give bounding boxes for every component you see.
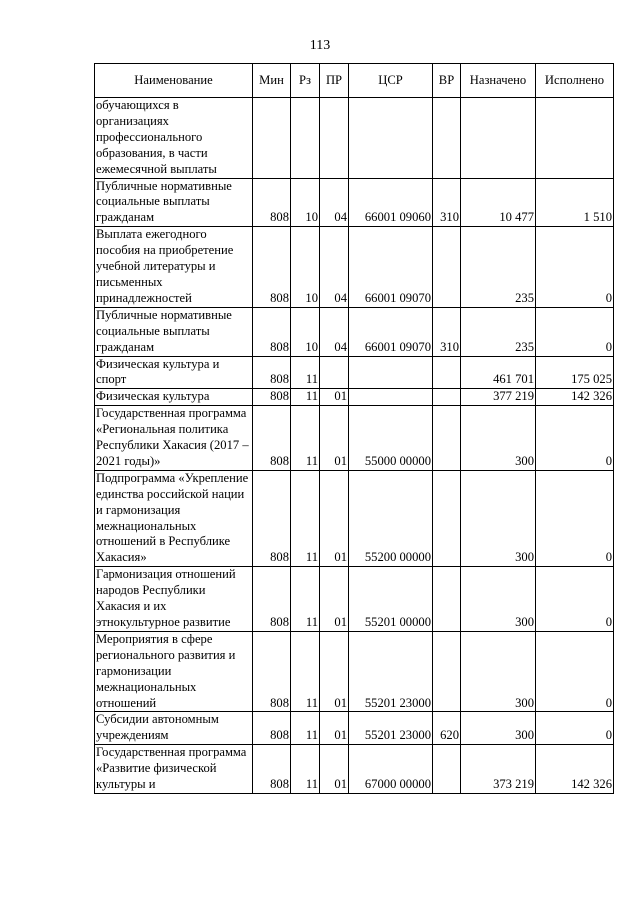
budget-execution-table [94, 63, 614, 794]
row-rz: 10 [291, 227, 320, 308]
table-row [95, 470, 614, 566]
row-assigned: 300 [461, 567, 536, 632]
row-name: Государственная программа «Развитие физической культуры и [95, 745, 253, 794]
row-executed: 0 [536, 712, 614, 745]
row-pr: 01 [320, 567, 349, 632]
row-min: 808 [253, 631, 291, 712]
row-executed: 142 326 [536, 745, 614, 794]
row-csr: 66001 09070 [349, 227, 433, 308]
row-csr: 55201 00000 [349, 567, 433, 632]
row-assigned: 300 [461, 470, 536, 566]
row-csr: 55200 00000 [349, 470, 433, 566]
row-executed [536, 98, 614, 179]
row-executed: 0 [536, 470, 614, 566]
row-csr [349, 356, 433, 389]
row-min: 808 [253, 307, 291, 356]
row-pr: 01 [320, 406, 349, 471]
row-rz: 11 [291, 712, 320, 745]
row-name: Физическая культура и спорт [95, 356, 253, 389]
row-min: 808 [253, 178, 291, 227]
row-vr [433, 470, 461, 566]
row-pr [320, 98, 349, 179]
row-pr [320, 356, 349, 389]
row-rz: 11 [291, 745, 320, 794]
row-executed: 0 [536, 406, 614, 471]
header-vr: ВР [433, 64, 461, 98]
row-vr [433, 745, 461, 794]
row-pr: 01 [320, 470, 349, 566]
row-pr: 01 [320, 631, 349, 712]
table-row [95, 389, 614, 406]
row-name: Выплата ежегодного пособия на приобретение учебной литературы и письменных принадлежностей [95, 227, 253, 308]
row-min: 808 [253, 227, 291, 308]
table-row [95, 98, 614, 179]
row-csr: 55201 23000 [349, 712, 433, 745]
header-name: Наименование [95, 64, 253, 98]
table-row [95, 567, 614, 632]
row-assigned: 373 219 [461, 745, 536, 794]
row-rz: 10 [291, 307, 320, 356]
row-min: 808 [253, 567, 291, 632]
row-name: Мероприятия в сфере регионального развития и гармонизации межнациональных отношений [95, 631, 253, 712]
row-assigned: 300 [461, 406, 536, 471]
row-executed: 0 [536, 567, 614, 632]
row-name: Гармонизация отношений народов Республики Хакасия и их этнокультурное развитие [95, 567, 253, 632]
row-executed: 175 025 [536, 356, 614, 389]
table-row [95, 227, 614, 308]
row-rz: 11 [291, 631, 320, 712]
row-assigned: 10 477 [461, 178, 536, 227]
row-name: Публичные нормативные социальные выплаты гражданам [95, 307, 253, 356]
row-vr: 310 [433, 178, 461, 227]
row-rz: 11 [291, 389, 320, 406]
row-vr [433, 227, 461, 308]
row-min: 808 [253, 470, 291, 566]
row-executed: 0 [536, 307, 614, 356]
row-name: Государственная программа «Региональная политика Республики Хакасия (2017 – 2021 годы)» [95, 406, 253, 471]
table-row [95, 307, 614, 356]
row-executed: 1 510 [536, 178, 614, 227]
header-min: Мин [253, 64, 291, 98]
table-row [95, 356, 614, 389]
row-pr: 01 [320, 745, 349, 794]
row-csr [349, 389, 433, 406]
row-assigned: 377 219 [461, 389, 536, 406]
page-number: 113 [309, 38, 331, 53]
row-pr: 04 [320, 227, 349, 308]
table-row [95, 406, 614, 471]
row-pr: 04 [320, 178, 349, 227]
table-row [95, 745, 614, 794]
header-pr: ПР [320, 64, 349, 98]
row-rz: 11 [291, 470, 320, 566]
table-header-row [95, 64, 614, 98]
row-min [253, 98, 291, 179]
row-name: Физическая культура [95, 389, 253, 406]
row-assigned: 300 [461, 712, 536, 745]
row-vr [433, 567, 461, 632]
row-csr: 55000 00000 [349, 406, 433, 471]
row-assigned: 461 701 [461, 356, 536, 389]
row-pr: 01 [320, 712, 349, 745]
row-csr: 67000 00000 [349, 745, 433, 794]
row-csr: 66001 09060 [349, 178, 433, 227]
row-rz: 10 [291, 178, 320, 227]
table-row [95, 712, 614, 745]
header-rz: Рз [291, 64, 320, 98]
row-assigned: 235 [461, 307, 536, 356]
row-name: Субсидии автономным учреждениям [95, 712, 253, 745]
row-vr [433, 406, 461, 471]
row-name: Подпрограмма «Укрепление единства российской нации и гармонизация межнациональных отношений в Республике Хакасия» [95, 470, 253, 566]
row-executed: 0 [536, 227, 614, 308]
row-min: 808 [253, 356, 291, 389]
row-executed: 0 [536, 631, 614, 712]
table-row [95, 178, 614, 227]
row-csr [349, 98, 433, 179]
row-min: 808 [253, 389, 291, 406]
row-vr [433, 98, 461, 179]
row-csr: 66001 09070 [349, 307, 433, 356]
row-pr: 04 [320, 307, 349, 356]
row-assigned: 300 [461, 631, 536, 712]
row-name: Публичные нормативные социальные выплаты гражданам [95, 178, 253, 227]
row-vr [433, 356, 461, 389]
row-assigned [461, 98, 536, 179]
table-row [95, 631, 614, 712]
header-assigned: Назначено [461, 64, 536, 98]
row-rz: 11 [291, 356, 320, 389]
row-csr: 55201 23000 [349, 631, 433, 712]
header-executed: Исполнено [536, 64, 614, 98]
row-rz [291, 98, 320, 179]
row-vr [433, 389, 461, 406]
row-assigned: 235 [461, 227, 536, 308]
row-name: обучающихся в организациях профессионального образования, в части ежемесячной выплаты [95, 98, 253, 179]
row-min: 808 [253, 745, 291, 794]
row-executed: 142 326 [536, 389, 614, 406]
row-min: 808 [253, 712, 291, 745]
row-pr: 01 [320, 389, 349, 406]
row-rz: 11 [291, 406, 320, 471]
row-vr: 310 [433, 307, 461, 356]
row-vr: 620 [433, 712, 461, 745]
row-rz: 11 [291, 567, 320, 632]
row-vr [433, 631, 461, 712]
row-min: 808 [253, 406, 291, 471]
header-csr: ЦСР [349, 64, 433, 98]
